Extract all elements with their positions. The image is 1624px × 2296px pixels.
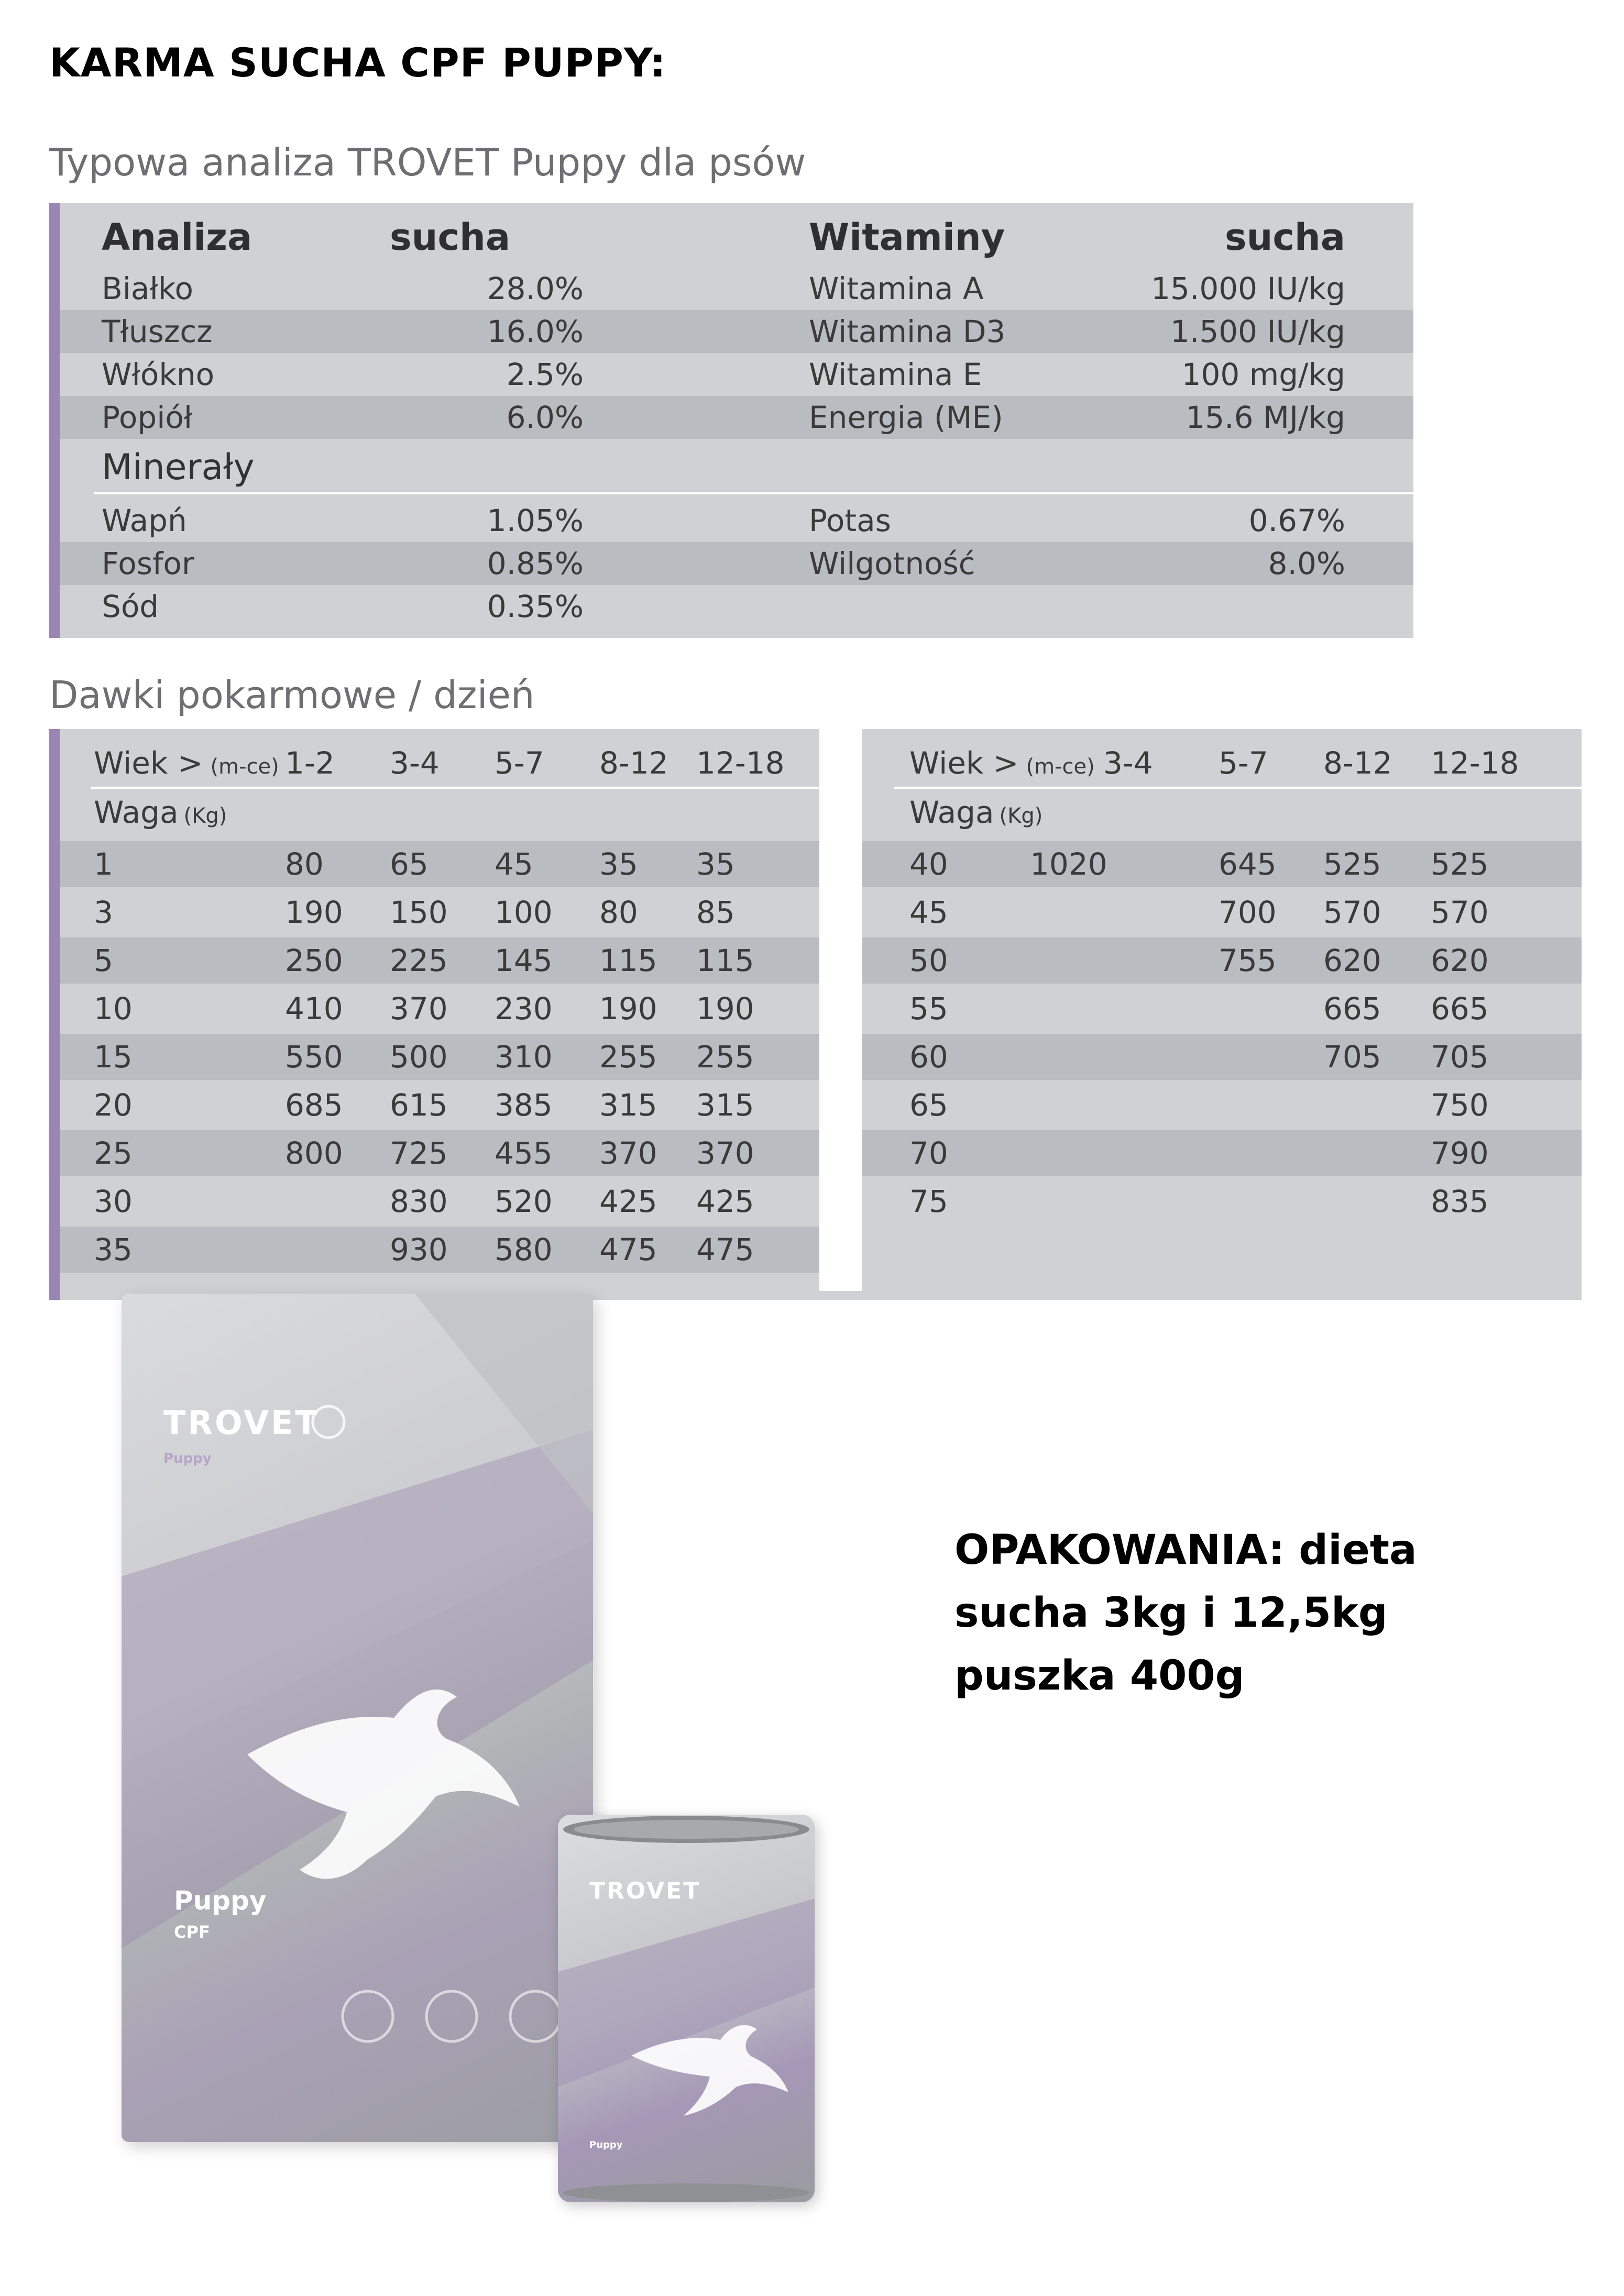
vitamins-header-label: Witaminy [809,216,1005,259]
dose-amount: 835 [1431,1184,1489,1219]
dose-weight: 30 [94,1184,133,1219]
dose-amount: 35 [696,846,735,882]
mineral-value: 1.05% [487,503,584,538]
page-heading: KARMA SUCHA CPF PUPPY: [49,39,666,86]
dose-row [862,889,1582,935]
vitamin-value: 100 mg/kg [1181,357,1345,392]
dose-amount: 620 [1323,943,1381,978]
mineral-row [60,499,1413,542]
analysis-table [49,203,1413,638]
dose-weight: 15 [94,1039,133,1075]
dose-age-header [60,739,819,787]
dose-amount: 725 [390,1135,448,1171]
analysis-title: Typowa analiza TROVET Puppy dla psów [49,140,806,184]
nutrient-name: Popiół [102,400,193,435]
bag-product: Puppy [174,1885,267,1916]
dose-row [60,1227,819,1273]
age-range: 12-18 [696,745,785,781]
age-range: 3-4 [1103,745,1153,781]
dose-weight: 25 [94,1135,133,1171]
mineral-name: Sód [102,589,159,624]
dose-row [60,1178,819,1224]
dose-amount: 520 [495,1184,553,1219]
dose-amount: 750 [1431,1087,1489,1123]
analysis-header-label: Analiza [102,216,253,259]
mineral-value: 0.67% [1248,503,1345,538]
dose-amount: 475 [599,1232,657,1267]
dose-amount: 100 [495,895,553,930]
dose-amount: 410 [285,991,343,1026]
mineral-name: Wilgotność [809,546,975,581]
nutrient-value: 28.0% [487,271,584,306]
analysis-row [60,353,1413,396]
dose-header-divider [91,787,819,789]
mineral-row [60,585,1413,628]
product-can-image [558,1815,815,2202]
doses-title: Dawki pokarmowe / dzień [49,673,535,717]
dose-row [60,841,819,887]
dose-amount: 255 [599,1039,657,1075]
age-range: 8-12 [599,745,668,781]
mineral-row [60,542,1413,585]
dose-row [862,1130,1582,1176]
mineral-name: Fosfor [102,546,194,581]
dose-amount: 930 [390,1232,448,1267]
dose-amount: 255 [696,1039,754,1075]
age-range: 3-4 [390,745,440,781]
dose-amount: 790 [1431,1135,1489,1171]
age-range: 5-7 [1219,745,1268,781]
nutrient-name: Białko [102,271,193,306]
weight-label [909,791,1043,837]
dose-amount: 800 [285,1135,343,1171]
age-range: 8-12 [1323,745,1392,781]
dose-amount: 190 [599,991,657,1026]
bag-line: CPF [174,1922,210,1942]
dose-amount: 580 [495,1232,553,1267]
dose-amount: 525 [1323,846,1381,882]
vitamin-name: Witamina E [809,357,982,392]
dose-weight: 40 [909,846,948,882]
nutrient-name: Tłuszcz [102,314,213,349]
vitamin-name: Energia (ME) [809,400,1003,435]
dose-row [60,1034,819,1080]
age-label [94,739,279,790]
dose-amount: 500 [390,1039,448,1075]
weight-label-text: Waga [94,794,179,830]
mineral-value: 0.35% [487,589,584,624]
can-product: Puppy [589,2139,623,2150]
dose-row [862,1082,1582,1128]
dose-amount: 665 [1431,991,1489,1026]
dose-row [862,986,1582,1032]
dose-row [60,889,819,935]
dose-row [60,986,819,1032]
analysis-row [60,396,1413,439]
nutrient-name: Włókno [102,357,215,392]
dose-amount: 700 [1219,895,1277,930]
packaging-note-line-1: OPAKOWANIA: dieta [954,1527,1417,1574]
dose-weight: 45 [909,895,948,930]
dose-amount: 310 [495,1039,553,1075]
dose-row [60,1130,819,1176]
dose-amount: 645 [1219,846,1277,882]
dose-amount: 115 [599,943,657,978]
age-range: 1-2 [285,745,335,781]
dose-amount: 250 [285,943,343,978]
dose-amount: 65 [390,846,429,882]
bag-product-small: Puppy [163,1451,212,1466]
dose-amount: 830 [390,1184,448,1219]
packaging-note-line-3: puszka 400g [954,1652,1245,1699]
dose-amount: 550 [285,1039,343,1075]
dose-amount: 665 [1323,991,1381,1026]
dose-weight-header [862,791,1582,834]
minerals-header-row [60,444,1413,491]
minerals-divider [94,492,1413,494]
dose-amount: 80 [285,846,324,882]
dose-amount: 150 [390,895,448,930]
analysis-row [60,267,1413,310]
age-range: 5-7 [495,745,544,781]
dose-weight: 20 [94,1087,133,1123]
dose-row [862,937,1582,984]
dose-amount: 370 [390,991,448,1026]
age-label-text: Wiek > [94,745,203,781]
dose-weight: 1 [94,846,113,882]
product-bag-image [122,1294,593,2142]
analysis-header-row [60,214,1413,261]
weight-unit: (Kg) [183,804,227,828]
dose-amount: 705 [1323,1039,1381,1075]
doses-table-large-dogs [862,729,1582,1300]
dose-weight: 70 [909,1135,948,1171]
vitamin-value: 15.000 IU/kg [1151,271,1345,306]
dose-amount: 425 [599,1184,657,1219]
mineral-value: 8.0% [1268,546,1345,581]
vitamin-value: 15.6 MJ/kg [1186,400,1345,435]
dose-header-divider [894,787,1582,789]
dose-amount: 145 [495,943,553,978]
dose-weight: 50 [909,943,948,978]
dose-amount: 35 [599,846,638,882]
dose-amount: 705 [1431,1039,1489,1075]
dose-amount: 1020 [1030,846,1107,882]
vitamins-header-value: sucha [1224,216,1345,259]
dose-amount: 315 [599,1087,657,1123]
age-unit: (m-ce) [1026,755,1095,779]
dose-weight: 3 [94,895,113,930]
dose-weight: 55 [909,991,948,1026]
minerals-title: Minerały [102,447,255,488]
dose-weight-header [60,791,819,834]
bag-brand: TROVET [163,1404,320,1442]
dose-amount: 615 [390,1087,448,1123]
dose-amount: 570 [1323,895,1381,930]
dose-amount: 455 [495,1135,553,1171]
dose-amount: 385 [495,1087,553,1123]
dose-weight: 75 [909,1184,948,1219]
dose-amount: 85 [696,895,735,930]
packaging-note [954,1519,1557,1707]
dose-weight: 10 [94,991,133,1026]
doses-table-small-dogs [49,729,819,1291]
dose-amount: 370 [599,1135,657,1171]
dose-amount: 525 [1431,846,1489,882]
dose-age-header [862,739,1582,787]
dose-weight: 65 [909,1087,948,1123]
dose-amount: 755 [1219,943,1277,978]
packaging-note-line-2: sucha 3kg i 12,5kg [954,1589,1388,1637]
dose-row [862,1178,1582,1224]
dose-row [60,937,819,984]
dose-amount: 115 [696,943,754,978]
dose-amount: 570 [1431,895,1489,930]
vitamin-name: Witamina A [809,271,984,306]
dose-amount: 425 [696,1184,754,1219]
dose-amount: 190 [696,991,754,1026]
vitamin-name: Witamina D3 [809,314,1006,349]
nutrient-value: 2.5% [506,357,584,392]
dose-amount: 225 [390,943,448,978]
nutrient-value: 16.0% [487,314,584,349]
dose-amount: 315 [696,1087,754,1123]
analysis-row [60,310,1413,353]
dose-amount: 80 [599,895,638,930]
dose-row [862,1034,1582,1080]
mineral-name: Wapń [102,503,187,538]
age-unit: (m-ce) [210,755,279,779]
dose-amount: 475 [696,1232,754,1267]
dose-weight: 35 [94,1232,133,1267]
analysis-header-value: sucha [390,216,511,259]
dose-amount: 370 [696,1135,754,1171]
can-brand: TROVET [589,1878,701,1904]
dose-row [862,841,1582,887]
weight-label [94,791,227,837]
nutrient-value: 6.0% [506,400,584,435]
vitamin-value: 1.500 IU/kg [1170,314,1345,349]
weight-label-text: Waga [909,794,994,830]
dose-amount: 685 [285,1087,343,1123]
dose-row [60,1082,819,1128]
dose-amount: 620 [1431,943,1489,978]
mineral-value: 0.85% [487,546,584,581]
dose-amount: 190 [285,895,343,930]
age-label-text: Wiek > [909,745,1019,781]
age-range: 12-18 [1431,745,1519,781]
dose-amount: 45 [495,846,533,882]
weight-unit: (Kg) [999,804,1043,828]
age-label [909,739,1095,790]
mineral-name: Potas [809,503,891,538]
dose-weight: 60 [909,1039,948,1075]
dose-weight: 5 [94,943,113,978]
dose-amount: 230 [495,991,553,1026]
